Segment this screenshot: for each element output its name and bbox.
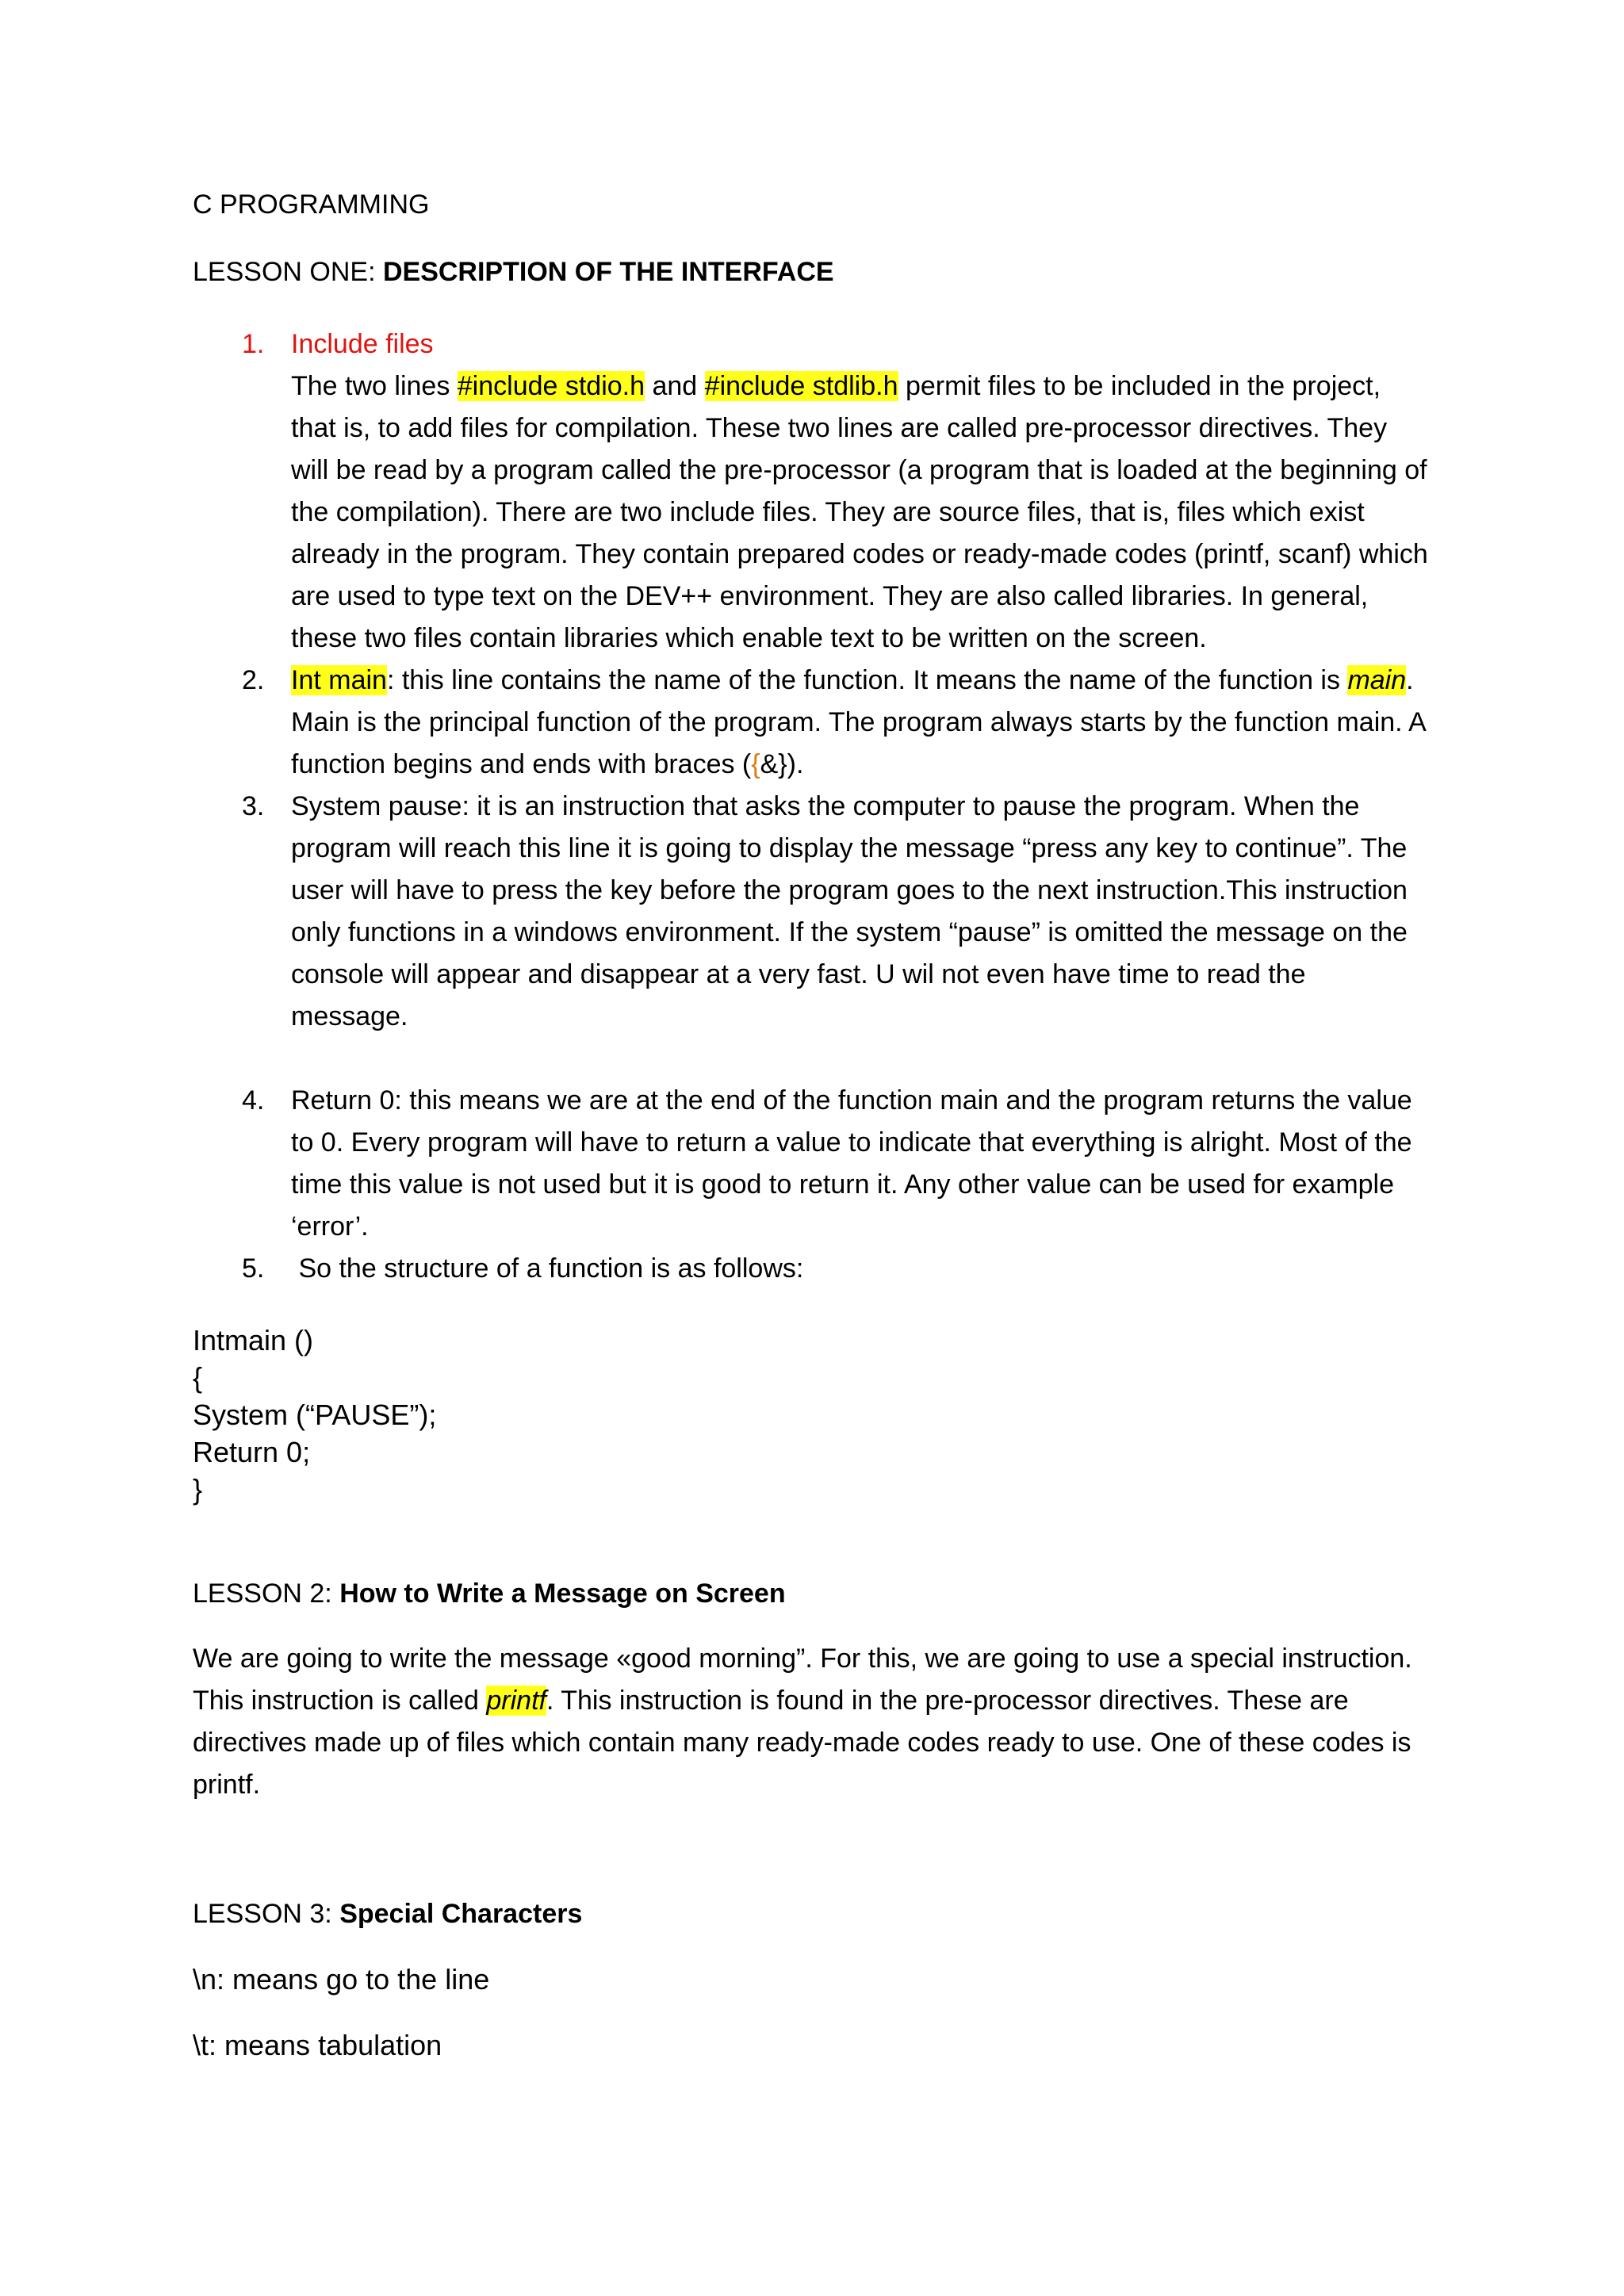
text-run: and — [645, 370, 705, 401]
item-number: 2. — [242, 664, 265, 695]
highlighted-code: #include stdio.h — [457, 370, 645, 401]
code-line: } — [193, 1472, 203, 1506]
code-line: { — [193, 1360, 203, 1394]
list-item-1 — [242, 323, 1429, 660]
special-char-newline: \n: means go to the line — [193, 1963, 490, 1996]
highlighted-code: printf — [486, 1686, 546, 1716]
text-run: We are going to write the message «good morning”. For this, we are going to use a special instruction. This instruction is called — [193, 1644, 1412, 1716]
lesson2-heading — [193, 1578, 1429, 1610]
highlighted-code: Int main — [291, 664, 387, 695]
list-item-2 — [242, 660, 1429, 786]
text-run: : this line contains the name of the function. It means the name of the function is — [386, 664, 1348, 695]
list-item-3 — [242, 786, 1429, 1038]
item-body — [291, 660, 1429, 786]
item-heading: Include files — [291, 328, 434, 359]
highlighted-code: #include stdlib.h — [704, 370, 898, 401]
code-line: Intmain () — [193, 1323, 314, 1357]
text-run: The two lines — [291, 370, 458, 401]
lesson3-prefix: LESSON 3: — [193, 1899, 340, 1930]
list-item-5 — [242, 1248, 1429, 1290]
highlighted-code: main — [1347, 664, 1407, 695]
item-body — [291, 365, 1429, 660]
lesson3-title: Special Characters — [339, 1899, 583, 1930]
list-spacer — [291, 1038, 1429, 1080]
item-body: So the structure of a function is as follows: — [291, 1253, 804, 1284]
special-char-tab: \t: means tabulation — [193, 2029, 442, 2062]
item-body: Return 0: this means we are at the end of the function main and the program returns the value to 0. Every program will have to return a value to indicate that everything is alright. Most of the time this value is not used but it is good to return it. Any other value can be used for example ‘error’. — [291, 1085, 1412, 1242]
brace-glyph: { — [751, 748, 760, 779]
code-line: System (“PAUSE”); — [193, 1398, 437, 1431]
text-run: . Main is the principal function of the program. The program always starts by the function main. A function begins and ends with braces ( — [291, 664, 1425, 779]
lesson2-prefix: LESSON 2: — [193, 1578, 340, 1609]
lesson1-list — [193, 323, 1429, 1290]
item-number: 3. — [242, 790, 265, 821]
list-item-4 — [242, 1080, 1429, 1248]
item-number: 4. — [242, 1085, 265, 1115]
item-number: 5. — [242, 1253, 265, 1284]
lesson1-prefix: LESSON ONE: — [193, 256, 383, 287]
text-run: . This instruction is found in the pre-processor directives. These are directives made up of files which contain many ready-made codes ready to use. One of these codes is printf. — [193, 1686, 1411, 1800]
lesson3-heading — [193, 1898, 1429, 1931]
lesson2-paragraph — [193, 1638, 1429, 1806]
item-body: System pause: it is an instruction that asks the computer to pause the program. When the program will reach this line it is going to display the message “press any key to continue”. The user will have to press the key before the program goes to the next instruction.This instruction only functions in a windows environment. If the system “pause” is omitted the message on the console will appear and disappear at a very fast. U wil not even have time to read the message. — [291, 790, 1408, 1031]
code-line: Return 0; — [193, 1435, 311, 1468]
lesson1-title: DESCRIPTION OF THE INTERFACE — [382, 256, 834, 287]
text-run: permit files to be included in the project, that is, to add files for compilation. These two lines are called pre-processor directives. They will be read by a program called the pre-processor (a program that is loaded at the beginning of the compilation). There are two include files. They are source files, that is, files which exist already in the program. They contain prepared codes or ready-made codes (printf, scanf) which are used to type text on the DEV++ environment. They are also called libraries. In general, these two files contain libraries which enable text to be written on the screen. — [291, 370, 1428, 653]
lesson1-heading — [193, 256, 1429, 289]
text-run: &}). — [760, 748, 804, 779]
code-block — [193, 1322, 1429, 1508]
item-number: 1. — [242, 328, 265, 359]
document-title: C PROGRAMMING — [193, 189, 430, 220]
lesson2-title: How to Write a Message on Screen — [339, 1578, 786, 1609]
